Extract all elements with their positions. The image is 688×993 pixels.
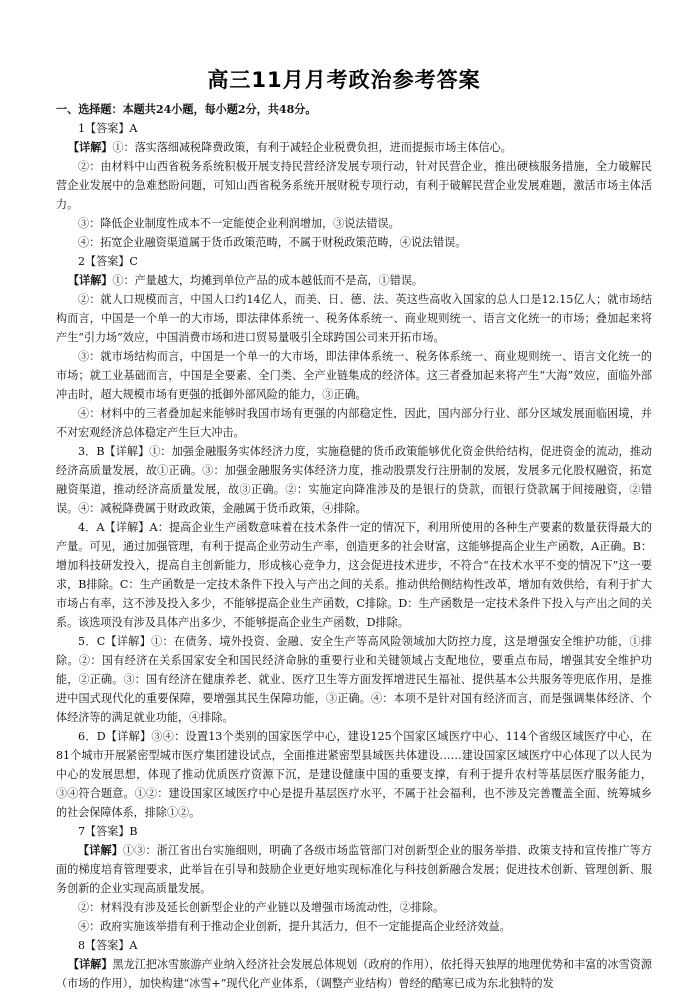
q7-answer: 7【答案】B [78, 825, 138, 838]
q2-detail-p2: ②：就人口规模而言，中国人口约14亿人，而美、日、德、法、英这些高收入国家的总人口是12.15亿人；就市场结构而言，中国是一个单一的大市场，即法律体系统一、税务体系统一、商业规则统一、语言文化统一的市场；叠加起来将产生“引力场”效应，中国消费市场和进口贸易量吸引全球跨国公司来开拓市场。 [56, 293, 652, 344]
q8-detail-text: 黑龙江把冰雪旅游产业纳入经济社会发展总体规划（政府的作用），依托得天独厚的地理优势和丰富的冰雪资源（市场的作用），加快构建“冰雪+”现代化产业体系，（调整产业结构）曾经的酷寒已成为东北独特的发 [56, 958, 652, 990]
q8-answer: 8【答案】A [78, 939, 138, 952]
q1-detail-p3: ③：降低企业制度性成本不一定能使企业利润增加，③说法错误。 [78, 217, 400, 230]
q1-detail-p2: ②：由材料中山西省税务系统积极开展支持民营经济发展专项行动，针对民营企业，推出硬核服务措施，全力破解民营企业发展中的急难愁盼问题，可知山西省税务系统开展财税专项行动，有利于破解民营企业发展难题，激活市场主体活力。 [56, 160, 652, 211]
q1-detail-tag: 【详解】 [68, 141, 113, 154]
section-heading: 一、选择题：本题共24小题，每小题2分，共48分。 [56, 103, 317, 116]
q2-detail-tag: 【详解】 [68, 274, 113, 287]
q4-detail: 4．A【详解】A：提高企业生产函数意味着在技术条件一定的情况下，利用所使用的各种生产要素的数量获得最大的产量。可见，通过加强管理，有利于提高企业劳动生产率，创造更多的社会财富，这能够提高企业生产函数，A正确。B：增加科技研发投入，提高自主创新能力，形成核心竞争力，这会促进技术进步，不符合“在技术水平不变的情况下”这一要求，B排除。C：生产函数是一定技术条件下投入与产出之间的关系。推动供给侧结构性改革，增加有效供给，有利于扩大市场占有率，这不涉及投入多少，不能够提高企业生产函数，C排除。D：生产函数是一定技术条件下投入与产出之间的关系。该选项没有涉及具体产出多少，不能够提高企业生产函数，D排除。 [56, 521, 652, 629]
q2-detail-p1 [56, 271, 652, 290]
q1-answer: 1【答案】A [78, 122, 138, 135]
q6-detail: 6．D【详解】③④：设置13个类别的国家医学中心，建设125个国家区域医疗中心、114个省级区域医疗中心，在81个城市开展紧密型城市医疗集团建设试点，全面推进紧密型县域医共体建设……建设国家区域医疗中心体现了以人民为中心的发展思想，体现了推动优质医疗资源下沉，是建设健康中国的重要支撑，有利于提升农村等基层医疗服务能力，③④符合题意。①②：建设国家区域医疗中心是提升基层医疗水平，不属于社会福利，也不涉及完善覆盖全面、统筹城乡的社会保障体系，排除①②。 [56, 730, 652, 819]
answer-content [56, 100, 652, 993]
q1-detail-p1 [56, 138, 652, 157]
q7-detail-p1 [56, 841, 652, 898]
q8-detail-p1 [56, 955, 652, 993]
q2-detail-p3: ③：就市场结构而言，中国是一个单一的大市场，即法律体系统一、税务体系统一、商业规则统一、语言文化统一的市场；就工业基础而言，中国是全要素、全门类、全产业链集成的经济体。这三者叠加起来将产生“大海”效应，面临外部冲击时，超大规模市场有更强的抵御外部风险的能力，③正确。 [56, 350, 652, 401]
q1-detail-p4: ④：拓宽企业融资渠道属于货币政策范畴，不属于财税政策范畴，④说法错误。 [78, 236, 467, 249]
q7-detail-p2: ②：材料没有涉及延长创新型企业的产业链以及增强市场流动性，②排除。 [78, 901, 445, 914]
page-title: 高三11月月考政治参考答案 [207, 68, 481, 92]
q7-detail-p3: ④：政府实施该举措有利于推动企业创新，提升其活力，但不一定能提高企业经济效益。 [78, 920, 511, 933]
q5-detail: 5．C【详解】①：在债务、境外投资、金融、安全生产等高风险领域加大防控力度，这是增强安全维护功能，①排除。②：国有经济在关系国家安全和国民经济命脉的重要行业和关键领域占支配地位，要重点布局，增强其安全维护功能，②正确。③：国有经济在健康养老、就业、医疗卫生等方面发挥增进民生福祉、提供基本公共服务等兜底作用，是推进中国式现代化的重要保障，要增强其民生保障功能，③正确。④：本项不是针对国有经济而言，而是强调集体经济、个体经济等的满足就业功能，④排除。 [56, 635, 652, 724]
q2-answer: 2【答案】C [78, 255, 138, 268]
q7-detail-text: ①③：浙江省出台实施细则，明确了各级市场监管部门对创新型企业的服务举措、政策支持和宣传推广等方面的梯度培育管理要求，此举旨在引导和鼓励企业更好地实现标准化与科技创新融合发展；促进技术创新、管理创新、服务创新的企业实现高质量发展。 [56, 844, 652, 895]
q1-detail-text: ①：落实落细减税降费政策，有利于减轻企业税费负担，进而提振市场主体信心。 [112, 141, 512, 154]
q7-detail-tag: 【详解】 [78, 844, 124, 857]
q8-detail-tag: 【详解】 [68, 958, 113, 971]
q2-detail-text: ①：产量越大，均摊到单位产品的成本越低而不是高，①错误。 [112, 274, 424, 287]
q2-detail-p4: ④：材料中的三者叠加起来能够时我国市场有更强的内部稳定性，因此，国内部分行业、部分区域发展面临困境，并不对宏观经济总体稳定产生巨大冲击。 [56, 407, 652, 439]
q3-detail: 3．B【详解】①：加强金融服务实体经济力度，实施稳健的货币政策能够优化资金供给结构，促进资金的流动，推动经济高质量发展，故①正确。③：加强金融服务实体经济力度，推动股票发行注册制的发展，发展多元化股权融资，拓宽融资渠道，推动经济高质量发展，故③正确。②：实施定向降准涉及的是银行的贷款，而银行贷款属于间接融资，②错误。④：减税降费属于财政政策，金融属于货币政策，④排除。 [56, 445, 652, 515]
